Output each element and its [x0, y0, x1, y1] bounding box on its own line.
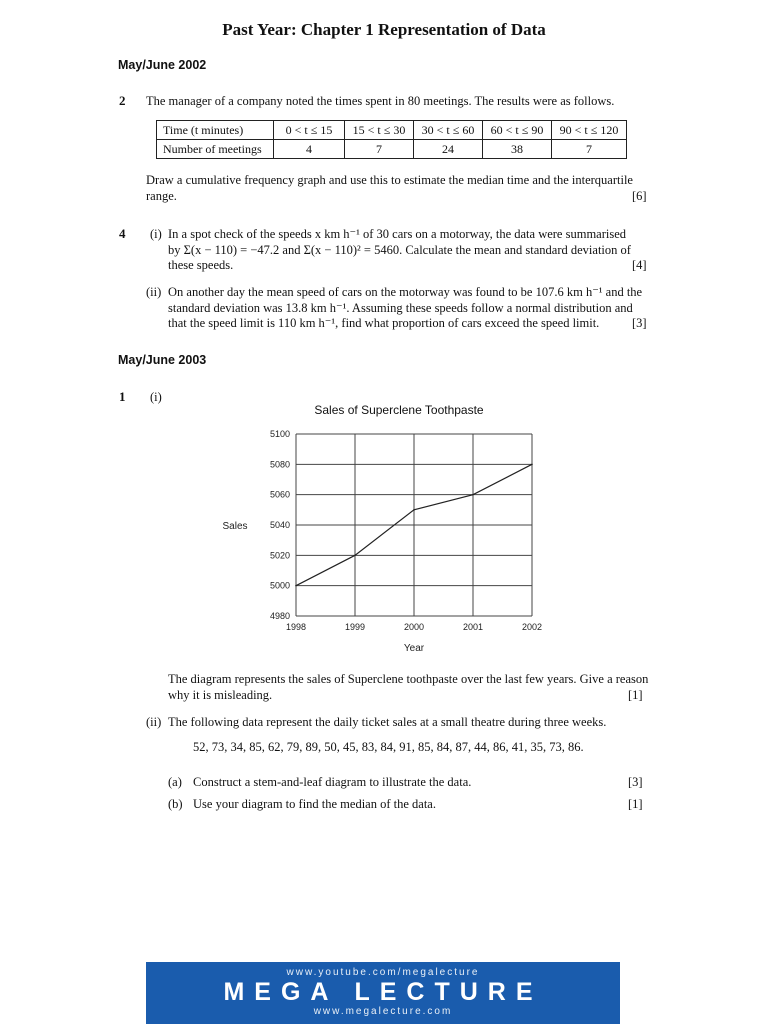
- y-tick-label: 5080: [269, 459, 290, 470]
- table-cell: 0 < t ≤ 15: [274, 121, 345, 140]
- question-text: The following data represent the daily ticket sales at a small theatre during three weeks.: [168, 715, 607, 729]
- question-text: standard deviation was 13.8 km h⁻¹. Assuming these speeds follow a normal distribution and: [168, 301, 633, 315]
- chart-grid: [296, 434, 532, 616]
- x-tick-label: 1999: [344, 622, 366, 632]
- data-point: [354, 555, 356, 557]
- part-label: (i): [150, 227, 162, 241]
- table-cell: 7: [552, 140, 627, 159]
- question-text: The manager of a company noted the times spent in 80 meetings. The results were as follows.: [146, 94, 615, 108]
- marks-label: [6]: [632, 189, 647, 203]
- table-cell: Number of meetings: [157, 140, 274, 159]
- y-tick-label: 5100: [269, 429, 290, 439]
- question-text: range.: [146, 189, 177, 203]
- marks-label: [1]: [628, 688, 643, 702]
- part-label: (ii): [146, 285, 162, 299]
- table-cell: 60 < t ≤ 90: [483, 121, 552, 140]
- question-number: 4: [119, 226, 126, 241]
- chart-axes: [222, 429, 542, 654]
- question-text: by Σ(x − 110) = −47.2 and Σ(x − 110)² = 5460. Calculate the mean and standard deviation of: [168, 243, 631, 257]
- x-tick-label: 2002: [521, 622, 543, 632]
- data-point: [531, 464, 533, 466]
- question-text: that the speed limit is 110 km h⁻¹, find what proportion of cars exceed the speed limit.: [168, 316, 600, 330]
- part-label: (i): [150, 390, 162, 404]
- section-heading-2003: May/June 2003: [118, 353, 207, 367]
- question-text: why it is misleading.: [168, 688, 273, 702]
- data-point: [413, 509, 415, 511]
- question-text: these speeds.: [168, 258, 234, 272]
- marks-label: [3]: [632, 316, 647, 330]
- page-title: Past Year: Chapter 1 Representation of Data: [222, 20, 546, 39]
- part-label: (b): [168, 797, 183, 811]
- section-heading-2002: May/June 2002: [118, 58, 207, 72]
- table-cell: Time (t minutes): [157, 121, 274, 140]
- y-tick-label: 5000: [269, 580, 290, 591]
- table-cell: 30 < t ≤ 60: [414, 121, 483, 140]
- x-tick-label: 1998: [285, 622, 307, 632]
- question-text: On another day the mean speed of cars on the motorway was found to be 107.6 km h⁻¹ and the: [168, 285, 643, 299]
- data-point: [295, 585, 297, 587]
- table-cell: 24: [414, 140, 483, 159]
- question-text: Construct a stem-and-leaf diagram to illustrate the data.: [193, 775, 472, 789]
- part-label: (a): [168, 775, 182, 789]
- table-cell: 38: [483, 140, 552, 159]
- question-number: 2: [119, 93, 126, 108]
- question-text: The diagram represents the sales of Superclene toothpaste over the last few years. Give a reason: [168, 672, 649, 686]
- table-cell: 7: [345, 140, 414, 159]
- question-text: In a spot check of the speeds x km h⁻¹ of 30 cars on a motorway, the data were summarised: [168, 227, 627, 241]
- data-point: [472, 494, 474, 496]
- brand-banner: [146, 962, 620, 1024]
- brand-logo: MEGA LECTURE: [223, 978, 543, 1006]
- y-tick-label: 5060: [269, 489, 290, 500]
- youtube-link[interactable]: www.youtube.com/megalecture: [286, 967, 480, 978]
- table-cell: 15 < t ≤ 30: [345, 121, 414, 140]
- question-number: 1: [119, 389, 126, 404]
- table-cell: 4: [274, 140, 345, 159]
- data-list: 52, 73, 34, 85, 62, 79, 89, 50, 45, 83, 84, 91, 85, 84, 87, 44, 86, 41, 35, 73, 86.: [193, 740, 584, 754]
- x-tick-label: 2001: [462, 622, 484, 632]
- chart-title: Sales of Superclene Toothpaste: [314, 403, 484, 417]
- part-label: (ii): [146, 715, 162, 729]
- x-axis-label: Year: [403, 643, 425, 654]
- y-tick-label: 4980: [269, 611, 290, 621]
- website-link[interactable]: www.megalecture.com: [313, 1006, 453, 1017]
- question-text: Draw a cumulative frequency graph and use this to estimate the median time and the interquartile: [146, 173, 633, 187]
- table-cell: 90 < t ≤ 120: [552, 121, 627, 140]
- marks-label: [1]: [628, 797, 643, 811]
- y-tick-label: 5020: [269, 550, 290, 561]
- x-tick-label: 2000: [403, 622, 425, 632]
- marks-label: [4]: [632, 258, 647, 272]
- y-axis-label: Sales: [222, 521, 248, 532]
- marks-label: [3]: [628, 775, 643, 789]
- question-text: Use your diagram to find the median of the data.: [193, 797, 436, 811]
- y-tick-label: 5040: [269, 520, 290, 530]
